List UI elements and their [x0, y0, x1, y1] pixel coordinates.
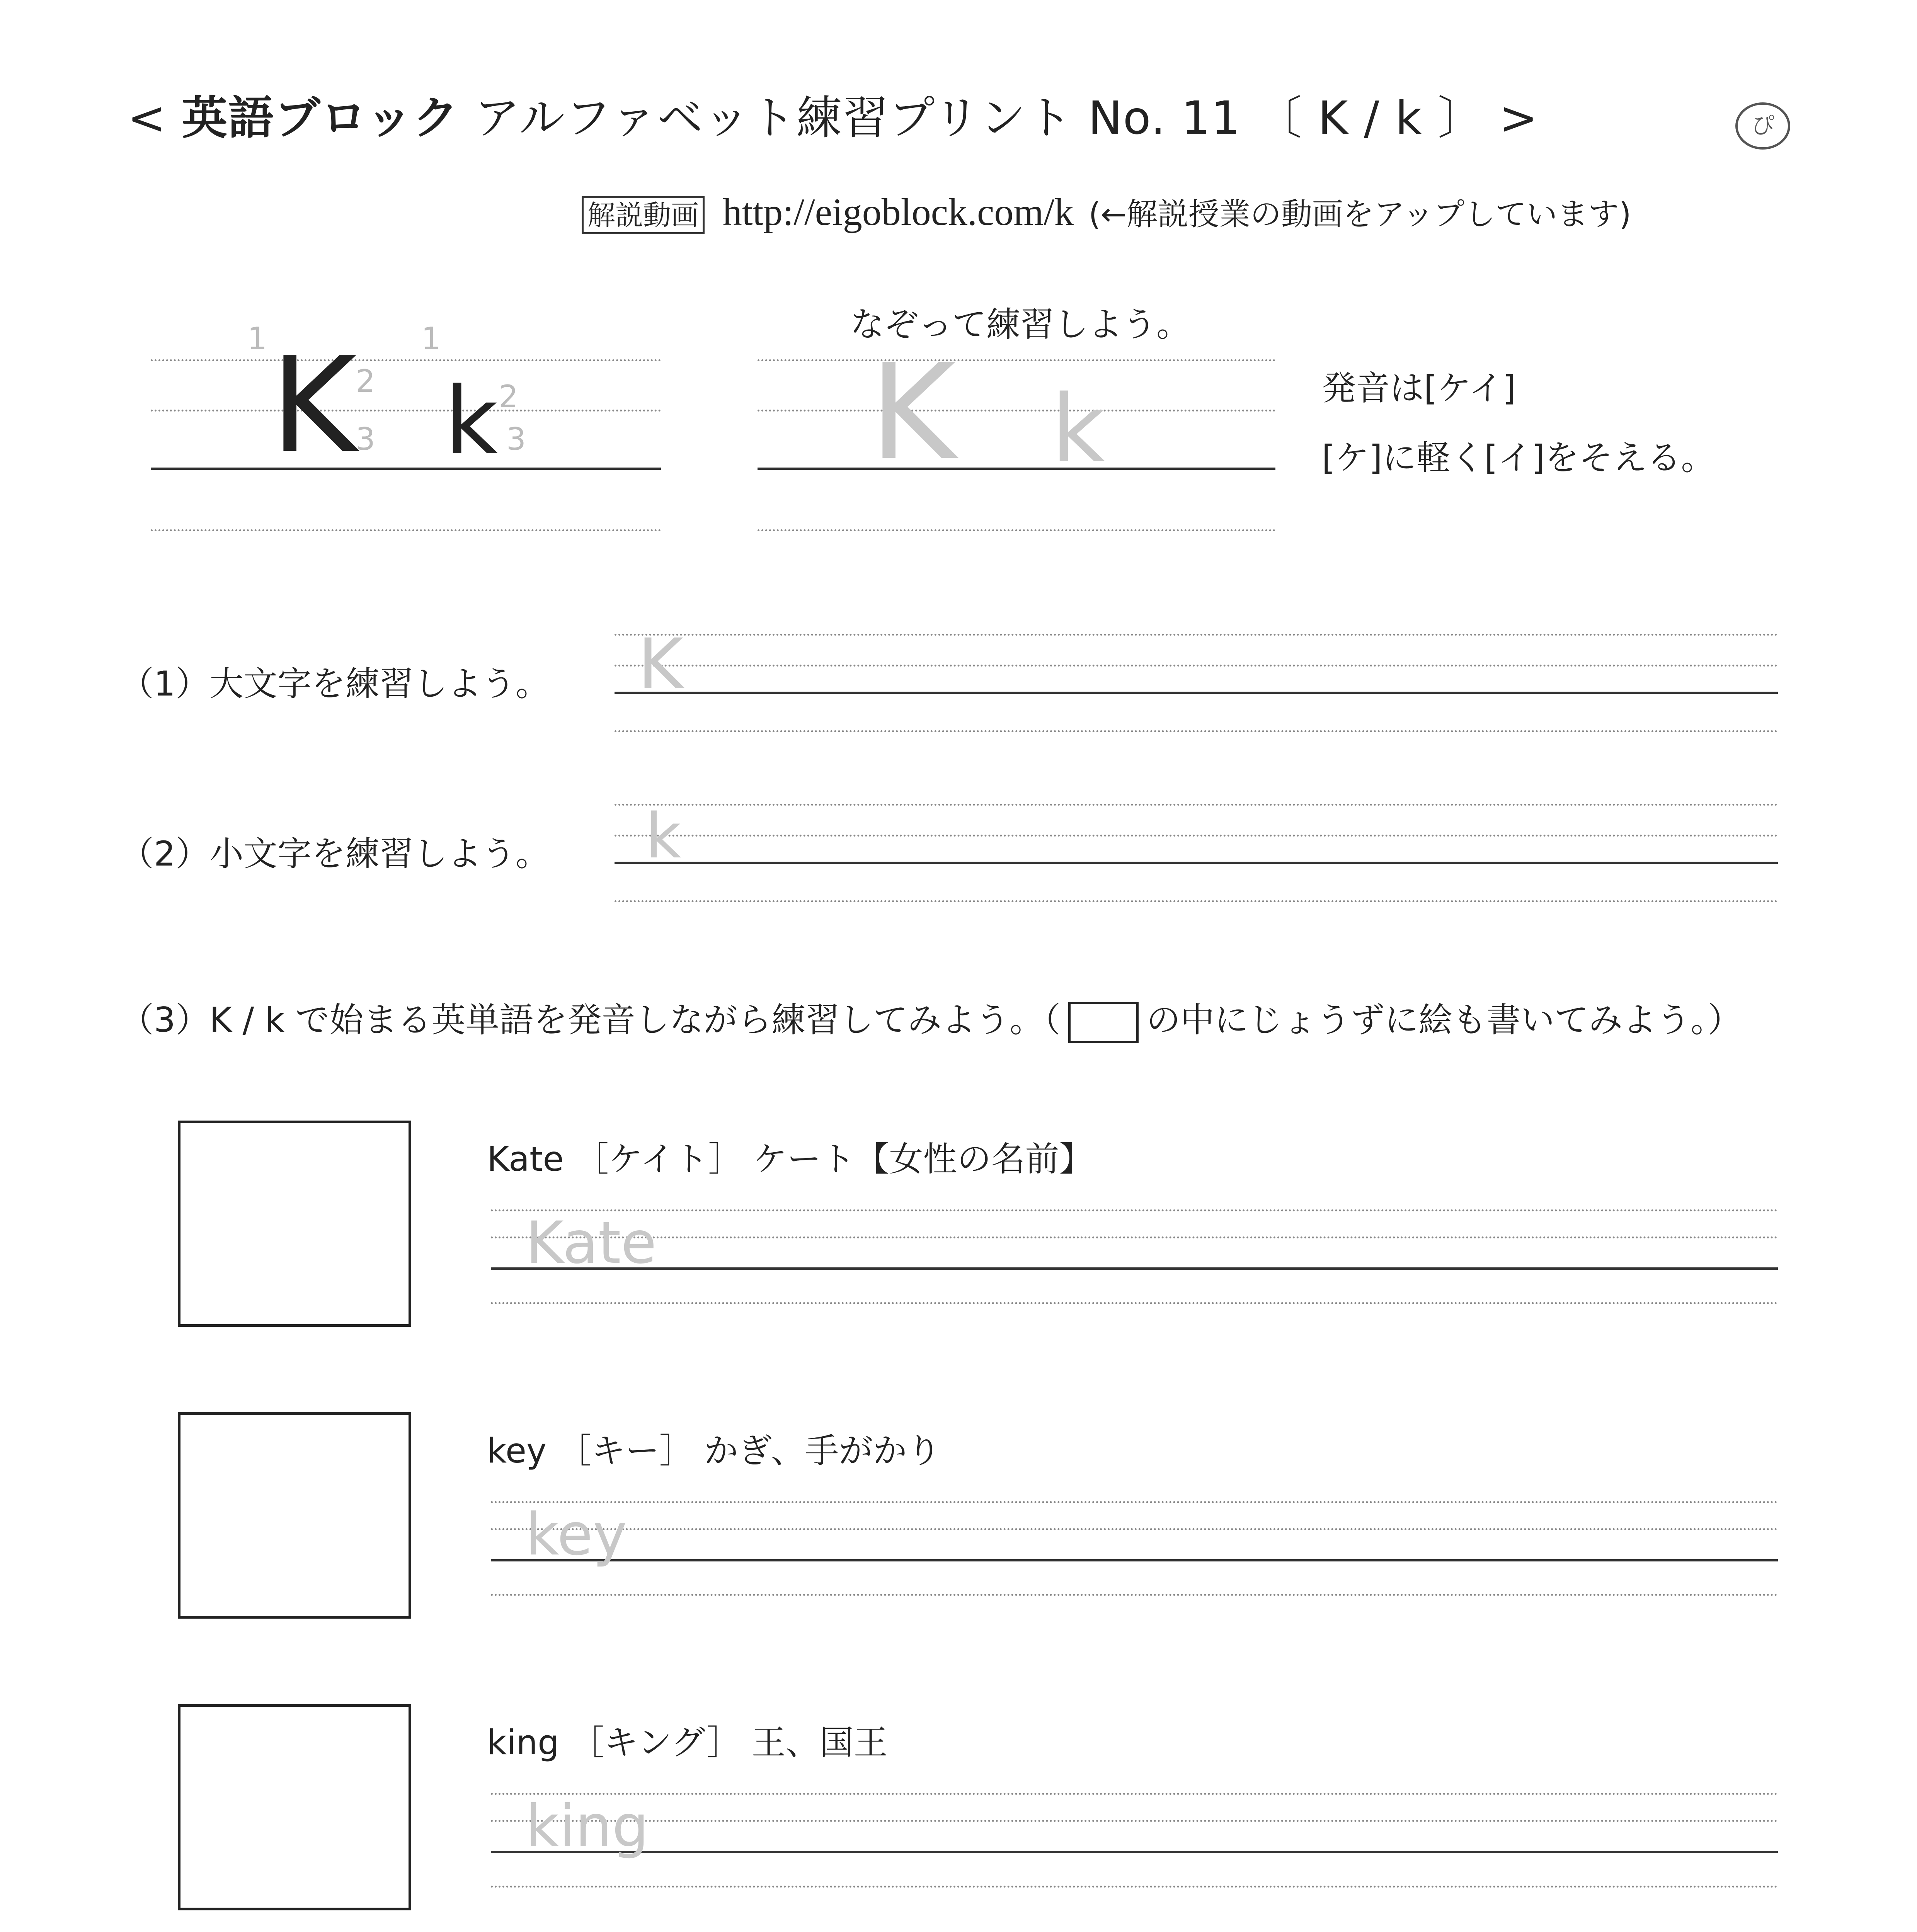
- drawing-box[interactable]: [178, 1412, 411, 1619]
- video-row: [582, 189, 1631, 234]
- brand-logo: 英語ブロック: [182, 91, 460, 145]
- trace-upper-k[interactable]: K: [638, 624, 684, 705]
- word-writing-lines[interactable]: [491, 1209, 1778, 1310]
- drawing-box[interactable]: [178, 1121, 411, 1327]
- model-upper-k: K: [271, 329, 357, 482]
- pronunciation-line-2: [ケ]に軽く[イ]をそえる。: [1322, 438, 1715, 478]
- exercise-2-lines[interactable]: [615, 800, 1778, 904]
- exercise-1-label: （1）大文字を練習しよう。: [120, 664, 550, 704]
- stroke-number: 2: [356, 363, 375, 399]
- word-description: king ［キング］ 王、国王: [487, 1723, 888, 1762]
- trace-lower-k[interactable]: k: [1051, 375, 1105, 483]
- title-text: アルファベット練習プリント No. 11 〔 K / k 〕: [474, 91, 1484, 145]
- stroke-number: 3: [506, 421, 526, 457]
- trace-upper-k[interactable]: K: [870, 336, 956, 489]
- word-description: key ［キー］ かぎ、手がかり: [487, 1431, 941, 1471]
- exercise-1-lines[interactable]: [615, 624, 1778, 734]
- trace-word[interactable]: key: [526, 1501, 627, 1568]
- page-title: [128, 81, 1538, 147]
- exercise-2-label: （2）小文字を練習しよう。: [120, 834, 550, 874]
- bracket-close: >: [1499, 91, 1539, 145]
- bracket-open: <: [128, 91, 167, 145]
- drawing-box-sample: [1068, 1002, 1139, 1043]
- stroke-number: 1: [421, 321, 441, 357]
- pronunciation-line-1: 発音は[ケイ]: [1322, 368, 1516, 408]
- trace-word[interactable]: king: [526, 1793, 649, 1860]
- stroke-number: 3: [356, 421, 375, 457]
- model-lower-k: k: [444, 367, 498, 475]
- drawing-box[interactable]: [178, 1704, 411, 1910]
- video-link[interactable]: http://eigoblock.com/k: [722, 190, 1074, 233]
- video-badge: 解説動画: [582, 196, 705, 234]
- exercise-3-label: （3）K / k で始まる英単語を発音しながら練習してみよう。（ の中にじょうずに絵も書いてみよう。）: [120, 993, 1742, 1043]
- word-description: Kate ［ケイト］ ケート【女性の名前】: [487, 1139, 1093, 1179]
- trace-word[interactable]: Kate: [526, 1209, 657, 1277]
- stroke-number: 2: [499, 379, 518, 415]
- trace-lower-k[interactable]: k: [645, 800, 681, 872]
- word-writing-lines[interactable]: [491, 1793, 1778, 1893]
- demo-trace-lines: [758, 336, 1275, 537]
- demo-model-lines: [151, 321, 661, 537]
- trace-title: なぞって練習しよう。: [850, 304, 1191, 344]
- word-writing-lines[interactable]: [491, 1501, 1778, 1602]
- video-note: (←解説授業の動画をアップしています): [1088, 196, 1631, 232]
- mascot-icon: ぴ: [1735, 102, 1790, 150]
- stroke-number: 1: [247, 321, 267, 357]
